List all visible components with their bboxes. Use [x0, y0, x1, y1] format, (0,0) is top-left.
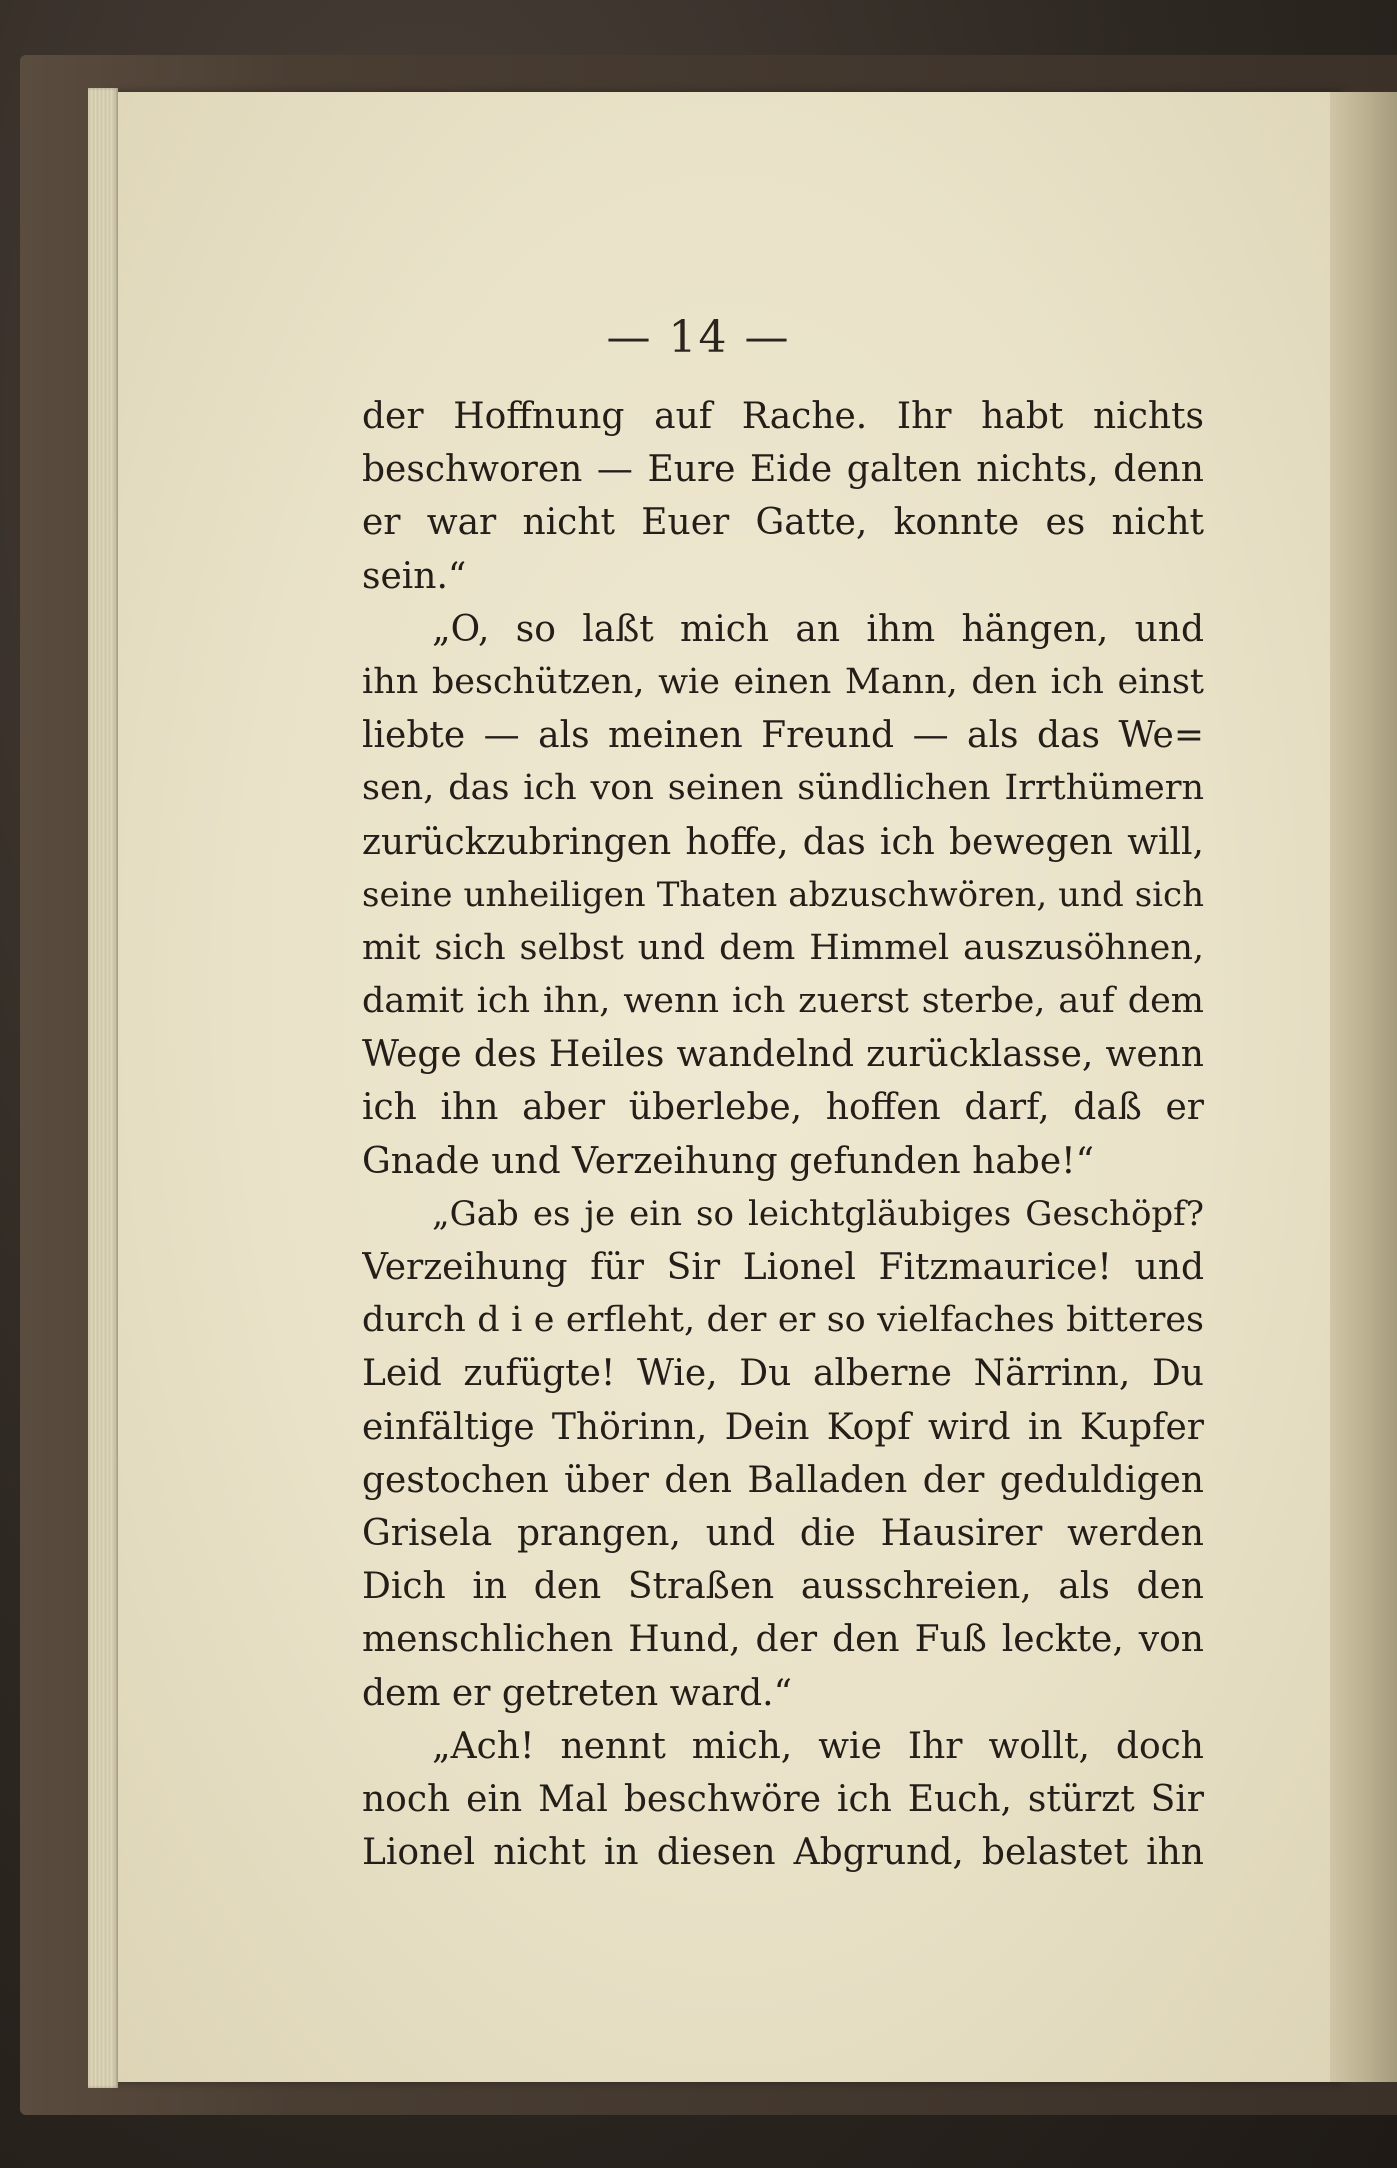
text-line: Leid zufügte! Wie, Du alberne Närrinn, Du	[362, 1353, 1204, 1395]
text-line: gestochen über den Balladen der geduldigen	[362, 1459, 1204, 1501]
text-line: ich ihn aber überlebe, hoffen darf, daß er	[362, 1087, 1204, 1129]
text-line: liebte — als meinen Freund — als das We=	[362, 715, 1204, 757]
text-line: ihn beschützen, wie einen Mann, den ich einst	[362, 661, 1204, 702]
text-line: der Hoffnung auf Rache. Ihr habt nichts	[362, 396, 1204, 437]
text-line: durch d i e erfleht, der er so vielfaches bitteres	[362, 1300, 1204, 1341]
text-line: menschlichen Hund, der den Fuß leckte, von	[362, 1619, 1204, 1661]
text-line: Lionel nicht in diesen Abgrund, belastet ihn	[362, 1832, 1204, 1874]
text-line: noch ein Mal beschwöre ich Euch, stürzt Sir	[362, 1778, 1204, 1820]
text-line: „O, so laßt mich an ihm hängen, und	[432, 608, 1204, 650]
text-line: Grisela prangen, und die Hausirer werden	[362, 1512, 1204, 1554]
text-line: Dich in den Straßen ausschreien, als den	[362, 1566, 1204, 1608]
text-line: zurückzubringen hoffe, das ich bewegen will,	[362, 821, 1204, 863]
text-line: sein.“	[362, 555, 467, 597]
page-stack-edge	[88, 88, 118, 2088]
page-number: — 14 —	[606, 312, 791, 363]
text-line: damit ich ihn, wenn ich zuerst sterbe, auf dem	[362, 981, 1204, 1022]
text-line: beschworen — Eure Eide galten nichts, denn	[362, 449, 1204, 491]
text-line: einfältige Thörinn, Dein Kopf wird in Kupfer	[362, 1406, 1204, 1448]
text-line: sen, das ich von seinen sündlichen Irrthümern	[362, 768, 1204, 809]
text-line: Gnade und Verzeihung gefunden habe!“	[362, 1140, 1094, 1182]
text-line: Wege des Heiles wandelnd zurücklasse, wenn	[362, 1034, 1204, 1076]
text-line: Verzeihung für Sir Lionel Fitzmaurice! und	[362, 1247, 1204, 1288]
text-line: er war nicht Euer Gatte, konnte es nicht	[362, 502, 1204, 544]
text-line: mit sich selbst und dem Himmel auszusöhnen,	[362, 927, 1204, 968]
text-line: seine unheiligen Thaten abzuschwören, und sich	[362, 874, 1204, 915]
text-line: „Ach! nennt mich, wie Ihr wollt, doch	[432, 1725, 1204, 1767]
text-line: „Gab es je ein so leichtgläubiges Geschöpf?	[432, 1193, 1204, 1234]
page-right-edge	[1330, 92, 1397, 2082]
body-text	[362, 390, 1204, 1879]
text-line: dem er getreten ward.“	[362, 1672, 792, 1714]
